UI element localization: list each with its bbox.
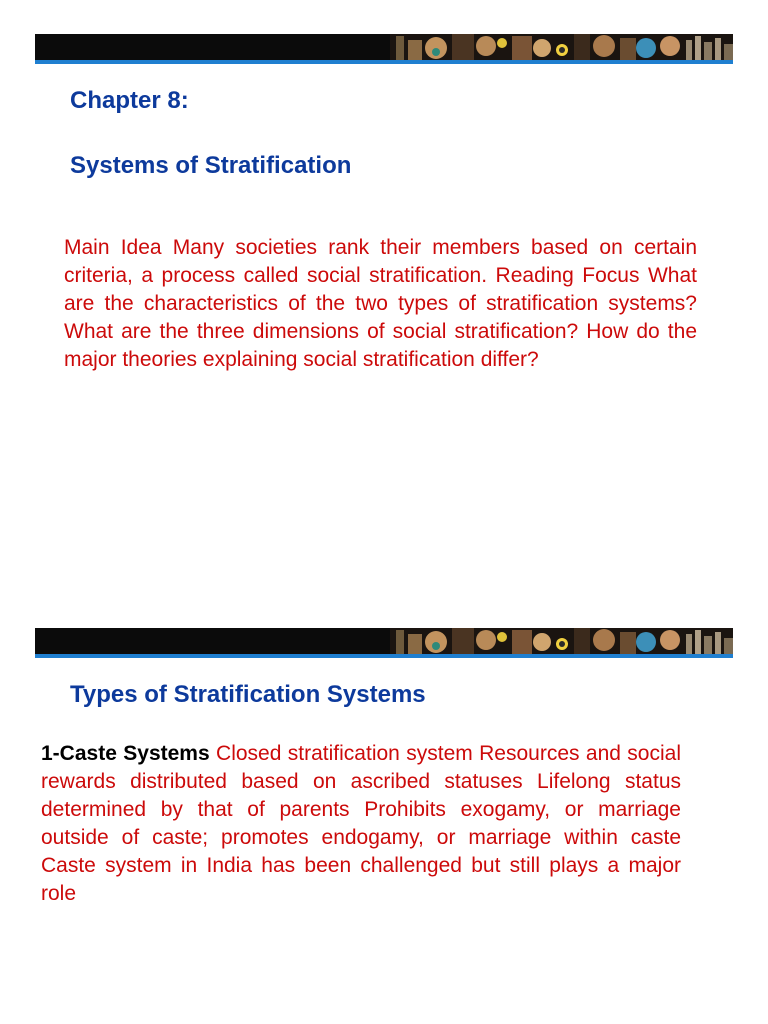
main-idea-text: Main Idea Many societies rank their members based on certain criteria, a process called social stratification. Reading Focus What are the characteristics of the two types of stratification systems? What are the three dimensions of social stratification? How do the major theories explaining social stratification differ? <box>64 236 697 371</box>
header-banner <box>35 34 733 64</box>
caste-systems-heading: 1-Caste Systems <box>41 742 210 765</box>
banner-collage-image <box>390 34 733 60</box>
caste-systems-body: Closed stratification system Resources and social rewards distributed based on ascribed statuses Lifelong status determined by that of parents Prohibits exogamy, or marriage outside of caste; promotes endogamy, or marriage within caste Caste system in India has been challenged but still plays a major role <box>41 742 681 905</box>
header-banner <box>35 628 733 658</box>
banner-collage-image <box>390 628 733 654</box>
banner-stripe <box>35 654 733 658</box>
banner-stripe <box>35 60 733 64</box>
chapter-label: Chapter 8: <box>70 87 189 114</box>
slide-title: Systems of Stratification <box>70 152 352 179</box>
caste-systems-text <box>41 740 681 908</box>
slide-title: Types of Stratification Systems <box>70 681 426 708</box>
